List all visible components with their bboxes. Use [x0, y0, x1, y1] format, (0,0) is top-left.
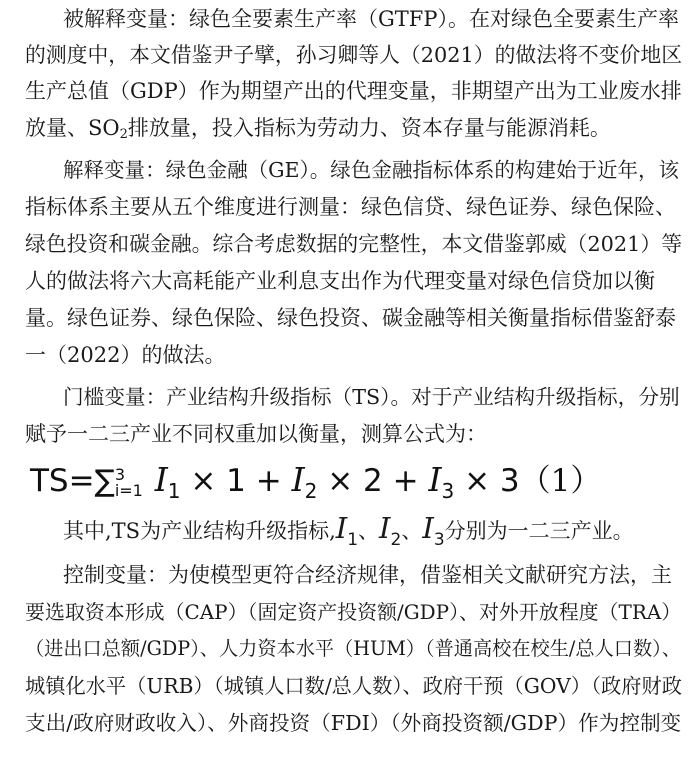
explanation-separator: 、	[358, 519, 380, 543]
sigma-symbol: ∑	[94, 464, 115, 499]
i1-symbol: $I_1$	[335, 511, 359, 546]
formula-lhs: TS=	[30, 463, 95, 499]
formula-term-symbol: I	[154, 460, 168, 499]
so2-subscript: 2	[119, 127, 128, 142]
paragraph-line: 赋予一二三产业不同权重加以衡量，测算公式为：	[25, 422, 487, 446]
formula-term-symbol: I	[291, 460, 305, 499]
formula-term-symbol: I	[428, 460, 442, 499]
i2-symbol: $I_2$	[379, 511, 402, 546]
paragraph-line: 生产总值（GDP）作为期望产出的代理变量，非期望产出为工业废水排	[25, 79, 682, 103]
sum-lower-limit: i=1	[114, 480, 143, 500]
sum-upper-limit: 3	[114, 464, 125, 484]
formula-sub-3: 3	[441, 479, 455, 504]
formula-number: （1）	[519, 463, 602, 499]
paragraph-line: （进出口总额/GDP）、人力资本水平（HUM）（普通高校在校生/总人口数）、	[25, 637, 681, 660]
sum-limits	[114, 464, 143, 500]
explanation-separator: 、	[401, 519, 423, 543]
paragraph-line: 要选取资本形成（CAP）（固定资产投资额/GDP）、对外开放程度（TRA）	[25, 600, 682, 624]
so2-text-after: 排放量，投入指标为劳动力、资本存量与能源消耗。	[127, 116, 611, 140]
paragraph-line: 一（2022）的做法。	[25, 343, 226, 367]
paragraph-line: 控制变量：为使模型更符合经济规律，借鉴相关文献研究方法，主	[63, 563, 672, 587]
formula-sub-2: 2	[304, 479, 318, 504]
explanation-text-after: 分别为一二三产业。	[444, 519, 634, 543]
paragraph-line: 的测度中，本文借鉴尹子擘，孙习卿等人（2021）的做法将不变价地区	[25, 43, 683, 67]
explanation-text-before: 其中,TS为产业结构升级指标,	[63, 519, 336, 543]
so2-text-before: 放量、SO	[25, 116, 120, 140]
paragraph-line-so2	[25, 113, 685, 143]
paragraph-line: 量。绿色证券、绿色保险、绿色投资、碳金融等相关衡量指标借鉴舒泰	[25, 306, 676, 330]
formula-term-2: × 2 +	[317, 463, 429, 499]
formula-explanation-line	[63, 510, 683, 546]
paragraph-line: 门槛变量：产业结构升级指标（TS）。对于产业结构升级指标，分别	[63, 385, 680, 409]
paragraph-line: 城镇化水平（URB）（城镇人口数/总人数）、政府干预（GOV）（政府财政	[25, 674, 682, 698]
paragraph-line: 绿色投资和碳金融。综合考虑数据的完整性，本文借鉴郭威（2021）等	[25, 232, 683, 256]
paragraph-line: 支出/政府财政收入）、外商投资（FDI）（外商投资额/GDP）作为控制变	[25, 711, 682, 735]
paragraph-line: 解释变量：绿色金融（GE）。绿色金融指标体系的构建始于近年，该	[63, 158, 680, 182]
paragraph-line: 被解释变量：绿色全要素生产率（GTFP）。在对绿色全要素生产率	[63, 7, 679, 31]
formula-term-3: × 3	[454, 463, 520, 499]
paragraph-line: 指标体系主要从五个维度进行测量：绿色信贷、绿色证券、绿色保险、	[25, 195, 676, 219]
paragraph-line: 人的做法将六大高耗能产业利息支出作为代理变量对绿色信贷加以衡	[25, 269, 655, 293]
formula-term-1: × 1 +	[180, 463, 292, 499]
i3-symbol: $I_3$	[422, 511, 445, 546]
formula-1	[30, 455, 601, 505]
formula-sub-1: 1	[167, 479, 181, 504]
